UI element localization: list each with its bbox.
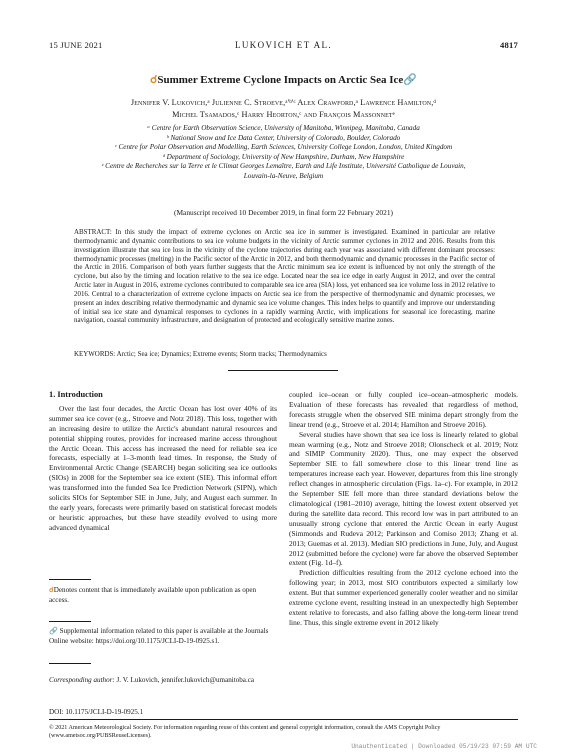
abstract-separator [228,370,338,371]
intro-paragraph-2: Several studies have shown that sea ice loss is linearly related to global mean warming (e.g., Notz and Stroeve 2018; Olonscheck et al. 2019; Notz and SIMIP Community 2020). Thus, one may expect the observed September SIE to fall somewhere close to this linear trend line as temperatures increase each year. However, departures from this line strongly reflect changes in atmospheric circulation (Figs. 1a–c). For example, in 2012 the September SIE fell more than three standard deviations below the climatological (1981–2010) average, hitting the lowest extent observed yet during the satellite data record. This record low was in part attributed to an unusually strong cyclone that entered the Arctic Ocean in early August (Simmonds and Rudeva 2012; Parkinson and Comiso 2013; Zhang et al. 2013; Guemas et al. 2013). Median SIO predictions in June, July, and August 2012 (submitted before the cyclone) were far above the observed September extent (Fig. 1d–f). [289,429,518,568]
corresponding-author-contact: J. V. Lukovich, jennifer.lukovich@umanitoba.ca [116,676,255,684]
author-line-2: Michel Tsamados,ᶜ Harry Heorton,ᶜ and François Massonnetᵉ [172,110,395,119]
download-watermark: Unauthenticated | Downloaded 05/19/23 07:59 AM UTC [351,743,537,750]
bottom-rule [49,719,518,720]
open-access-lock-icon[interactable]: ☌ [149,74,158,86]
footnote-rule [49,621,91,622]
right-column [289,390,518,628]
article-title: Summer Extreme Cyclone Impacts on Arctic Sea Ice [157,74,404,86]
running-header-date: 15 JUNE 2021 [49,40,103,50]
footnote-open-access [49,586,277,605]
footnote-supplemental-text: Supplemental information related to this paper is available at the Journals Online website: https://doi.org/10.1175/JCLI-D-19-0925.s1. [49,627,269,645]
affiliation-e-cont: Louvain-la-Neuve, Belgium [243,171,324,180]
author-list [60,97,507,121]
abstract: ABSTRACT: In this study the impact of extreme cyclones on Arctic sea ice in summer is investigated. Examined in particular are relative thermodynamic and dynamic contributions to sea ice volume budgets in the vicinity of Arctic summer cyclones in 2012 and 2016. Results from this investigation illustrate that sea ice loss in the vicinity of the cyclone trajectories during each year was associated with different dominant processes: thermodynamic processes (melting) in the Pacific sector of the Arctic in 2012, and both thermodynamic and dynamic processes in the Pacific sector of the Arctic in 2016. Comparison of both years further suggests that the Arctic minimum sea ice extent is influenced by not only the strength of the cyclone, but also by the timing and location relative to the sea ice edge. Located near the sea ice edge in early August in 2012, and over the central Arctic later in August in 2016, extreme cyclones contributed to comparable sea ice area (SIA) loss, yet enhanced sea ice volume loss in 2012 relative to 2016. Central to a characterization of extreme cyclone impacts on Arctic sea ice from the perspective of thermodynamic and dynamic processes, we present an index describing relative thermodynamic and dynamic sea ice volume changes. This index helps to quantify and improve our understanding of initial sea ice state and dynamical responses to cyclones in a rapidly warming Arctic, with implications for seasonal ice forecasting, marine navigation, coastal community infrastructure, and designation of protected and ecologically sensitive marine zones. [74,228,495,325]
manuscript-dates: (Manuscript received 10 December 2019, in final form 22 February 2021) [174,208,393,217]
open-access-lock-icon: ☌ [49,586,54,594]
running-header-authors: LUKOVICH ET AL. [234,40,333,50]
affiliation-a: ᵃ Centre for Earth Observation Science, University of Manitoba, Winnipeg, Manitoba, Canada [147,124,420,132]
page-number: 4817 [500,40,518,50]
supplemental-material-icon: 🔗 [49,627,58,635]
article-title-block [0,73,567,86]
author-line-1: Jennifer V. Lukovich,ᵃ Julienne C. Stroeve,ᵃ'ᵇ'ᶜ Alex Crawford,ᵃ Lawrence Hamilton,ᵈ [130,98,437,107]
affiliation-c: ᶜ Centre for Polar Observation and Modelling, Earth Sciences, University College London, London, United Kingdom [114,143,453,152]
affiliation-b: ᵇ National Snow and Ice Data Center, University of Colorado, Boulder, Colorado [166,133,401,142]
left-column [49,390,277,533]
intro-paragraph-1: Over the last four decades, the Arctic Ocean has lost over 40% of its summer sea ice cover (e.g., Stroeve and Notz 2018). This loss, together with an increasing desire to utilize the Arctic's abundant natural resources and potential shipping routes, provides for increased marine access throughout the Arctic Ocean. This access has increased the need for reliable sea ice forecasts, especially at 1–3-month lead times. In response, the Study of Environmental Arctic Change (SEARCH) began soliciting sea ice outlooks (SIOs) in 2008 for the September sea ice extent (SIE). This informal effort was transformed into the funded Sea Ice Prediction Network (SIPN), which solicits SIOs for September SIE in June, July, and August each summer. In the early years, forecasts were primarily based on statistical forecast models or heuristic approaches, but these have steadily evolved to using more advanced dynamical [49,403,277,532]
section-heading-introduction: 1. Introduction [49,390,103,399]
intro-paragraph-1-cont: coupled ice–ocean or fully coupled ice–ocean–atmospheric models. Evaluation of these forecasts has revealed that regardless of method, forecasts struggle when the observed SIE minima depart strongly from the linear trend (e.g., Stroeve et al. 2014; Hamilton and Stroeve 2016). [289,390,518,429]
footnote-corresponding-author [49,676,277,686]
footnote-rule [49,663,91,664]
doi[interactable]: DOI: 10.1175/JCLI-D-19-0925.1 [49,708,144,716]
intro-paragraph-3: Prediction difficulties resulting from the 2012 cyclone echoed into the following year; in 2013, most SIO contributors expected a similarly low extent. But that summer experienced generally cooler weather and no similar extreme cyclone event, resulting instead in an unexpectedly high September extent relative to forecasts, and also falling above the long-term linear trend line. Thus, this single extreme event in 2012 likely [289,568,518,627]
supplemental-material-icon[interactable]: 🔗 [403,74,418,86]
corresponding-author-label: Corresponding author: [49,676,115,684]
affiliation-list [40,124,527,182]
keywords: KEYWORDS: Arctic; Sea ice; Dynamics; Extreme events; Storm tracks; Thermodynamics [74,350,327,358]
footnote-supplemental [49,627,277,646]
footnote-rule [49,579,91,580]
footnote-open-access-text: Denotes content that is immediately available upon publication as open access. [49,586,257,604]
affiliation-e: ᵉ Centre de Recherches sur la Terre et le Climat Georges Lemaître, Earth and Life Institute, Université Catholique de Louvain, [101,162,466,171]
affiliation-d: ᵈ Department of Sociology, University of New Hampshire, Durham, New Hampshire [162,152,405,161]
copyright-notice: © 2021 American Meteorological Society. For information regarding reuse of this content and general copyright information, consult the AMS Copyright Policy (www.ametsoc.org/PUBSReuseLicenses). [49,725,441,740]
